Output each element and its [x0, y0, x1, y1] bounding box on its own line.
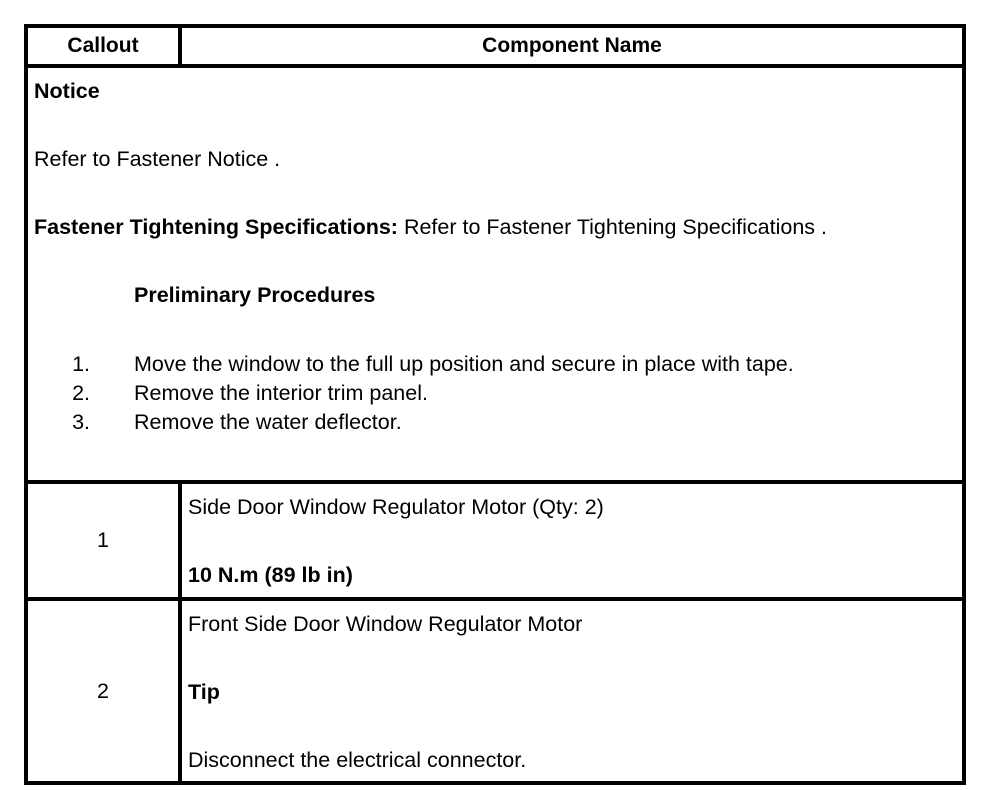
- tightening-spec-label: Fastener Tightening Specifications:: [34, 215, 398, 239]
- step-text: Remove the interior trim panel.: [134, 381, 428, 405]
- callout-number: 1: [26, 482, 180, 599]
- procedure-steps: [34, 350, 956, 437]
- step-number: 1.: [72, 352, 90, 376]
- table-header-row: [26, 26, 964, 66]
- step-text: Move the window to the full up position and secure in place with tape.: [134, 352, 794, 376]
- notice-cell: [26, 66, 964, 482]
- callout-number: 2: [26, 599, 180, 783]
- tightening-spec-line: [34, 214, 956, 240]
- fastener-notice-text: Refer to Fastener Notice .: [34, 147, 281, 171]
- torque-spec: 10 N.m (89 lb in): [188, 563, 353, 587]
- tightening-spec-text: Refer to Fastener Tightening Specifications .: [397, 215, 828, 239]
- step-number: 3.: [72, 410, 90, 434]
- list-item: [34, 408, 956, 437]
- preliminary-procedures-title: Preliminary Procedures: [134, 283, 376, 307]
- component-name: Side Door Window Regulator Motor (Qty: 2): [188, 495, 604, 519]
- notice-title: Notice: [34, 79, 100, 103]
- component-cell: [180, 482, 964, 599]
- tip-label: Tip: [188, 680, 220, 704]
- list-item: [34, 379, 956, 408]
- step-text: Remove the water deflector.: [134, 410, 402, 434]
- callout-header: Callout: [26, 26, 180, 66]
- component-name: Front Side Door Window Regulator Motor: [188, 612, 583, 636]
- component-table: [24, 24, 966, 785]
- step-number: 2.: [72, 381, 90, 405]
- component-name-header: Component Name: [180, 26, 964, 66]
- list-item: [34, 350, 956, 379]
- notice-row: [26, 66, 964, 482]
- table-row: [26, 599, 964, 783]
- tip-text: Disconnect the electrical connector.: [188, 748, 527, 772]
- table-row: [26, 482, 964, 599]
- component-cell: [180, 599, 964, 783]
